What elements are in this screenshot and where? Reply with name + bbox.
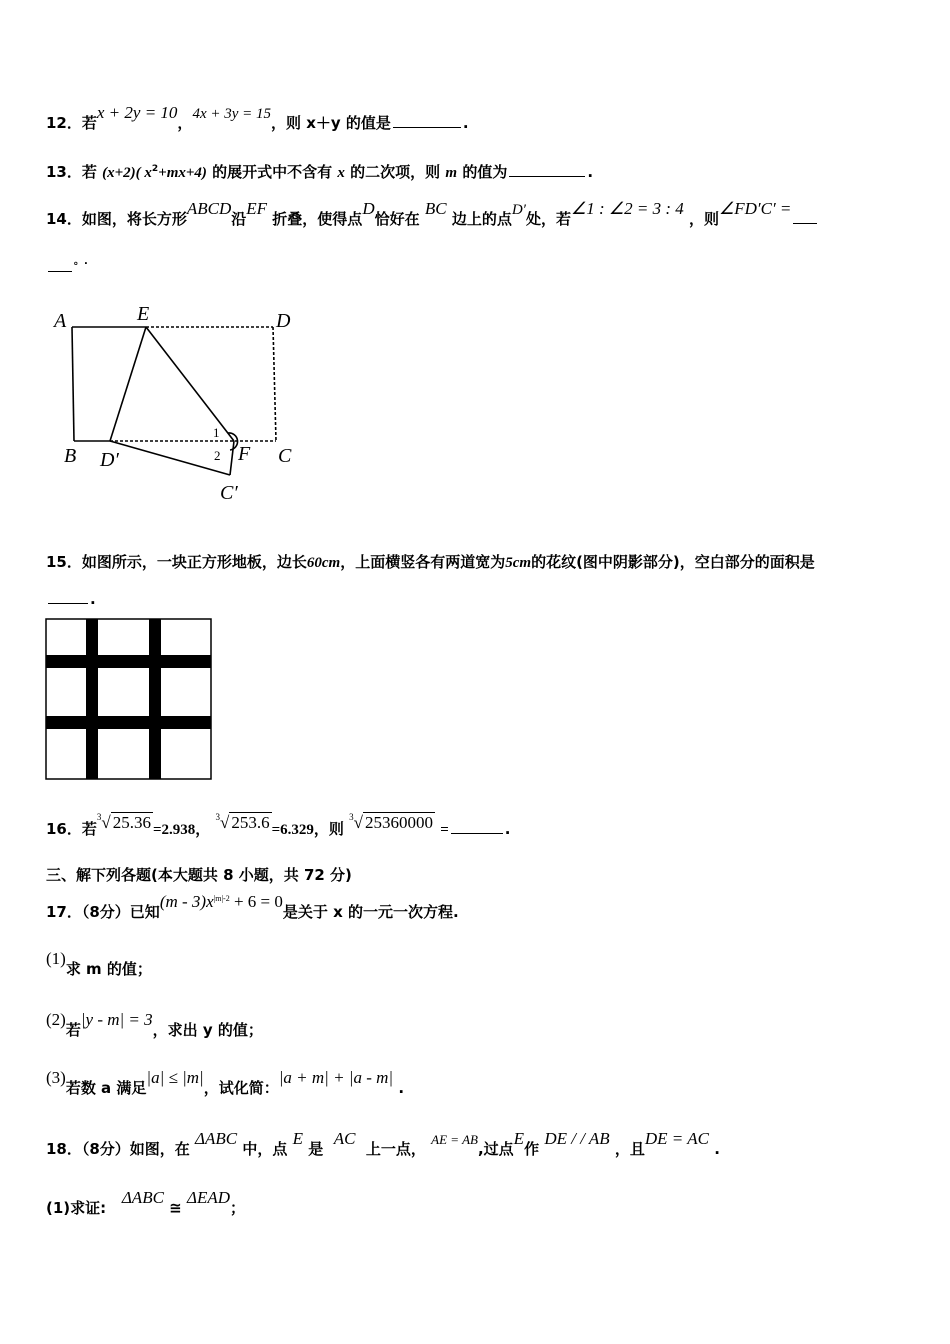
q16-answer-blank[interactable] [451,832,503,834]
label-c: C [278,445,292,467]
q16-number: 16．若 [46,820,97,838]
q18-ae-eq-ab: AE = AB [431,1132,478,1147]
cbrt-index: 3 [215,812,221,822]
q12-equation-2: 4x + 3y = 15 [192,106,271,122]
q15-end: . [90,590,96,608]
stripe-horizontal-1 [46,655,211,668]
q18-end: . [714,1140,720,1158]
q17-3-label: (3) [46,1068,66,1087]
question-14 [46,199,819,229]
q17-1-text: 求 m 的值； [65,960,152,978]
q17-1-label: (1) [46,949,66,968]
question-15 [46,551,815,572]
q18-number: 18．（8分）如图，在 [46,1140,190,1158]
q14-text-2: 折叠，使得点 [272,210,363,228]
q14-ratio: ∠1 : ∠2 = 3 : 4 [570,199,684,218]
segment-d-prime-c-prime [110,441,230,475]
q15-text-2: ，上面横竖各有两道宽为 [340,553,506,571]
q14-text-1: 沿 [231,210,247,228]
q13-text: 的展开式中不含有 [212,163,333,181]
q15-side: 60cm [306,555,341,571]
q16-cbrt-2: $^3$√ 253.6 [215,812,270,832]
q14-figure [48,300,308,510]
q14-bc: BC [424,199,447,218]
q17-equation-2: + 6 = 0 [229,892,283,911]
label-angle-1: 1 [213,425,220,440]
q16-cbrt-1: $^3$√ 25.36 [96,812,151,832]
q14-text-5: 处，若 [525,210,571,228]
q18-ac: AC [333,1129,356,1148]
question-17-part-3 [46,1068,405,1098]
q17-3-tail: ，试化简： [203,1079,279,1097]
q18-text-2: 是 [308,1140,324,1158]
q17-2-equation: |y - m| = 3 [80,1010,153,1029]
q13-text-3: 的值为 [462,163,508,181]
q13-text-2: 的二次项，则 [350,163,441,181]
question-17-part-1 [46,949,152,979]
stripe-vertical-2 [149,619,161,779]
q13-var-x: x [337,165,345,181]
q18-1-congruent: ≅ [169,1199,182,1217]
q17-equation: (m - 3)x [159,892,214,911]
stripe-vertical-1 [86,619,98,779]
q14-d: D [362,199,375,218]
q17-3-inequality: |a| ≤ |m| [146,1068,204,1087]
q17-3-expression: |a + m| + |a - m| [278,1068,394,1087]
q14-d-prime: D′ [511,202,526,218]
question-16 [46,812,511,839]
cbrt-radicand-2: 253.6 [231,813,270,832]
floor-square [46,619,211,779]
label-c-prime: C′ [220,482,238,504]
label-e: E [137,303,150,325]
segment-fc-prime [230,441,234,475]
label-angle-2: 2 [214,448,221,463]
cbrt-radicand-1: 25.36 [112,813,151,832]
q14-angle: ∠FD′C′ = [719,199,792,218]
q14-number: 14．如图，将长方形 [46,210,187,228]
label-d: D [276,310,291,332]
section-3-heading: 三、解下列各题(本大题共 8 小题，共 72 分) [46,866,352,884]
segment-dc [273,327,276,441]
cbrt-index: 3 [96,812,102,822]
q12-number: 12．若 [46,114,97,132]
question-18 [46,1129,720,1159]
label-b: B [64,445,77,467]
q14-answer-blank[interactable] [793,222,817,224]
q14-text-6: ，则 [688,210,719,228]
question-17-part-2 [46,1010,263,1040]
label-d-prime: D′ [100,449,119,471]
q17-text: 是关于 x 的一元一次方程. [282,903,459,921]
q13-exponent: 2 [151,164,159,174]
q17-2-text: 若 [65,1021,81,1039]
q14-ef: EF [246,199,268,218]
q18-1-end: ； [230,1199,246,1217]
q18-text-4: ,过点 [477,1140,514,1158]
cbrt-index: 3 [349,812,354,822]
q14-answer-blank-2[interactable] [48,270,72,272]
label-a: A [54,310,67,332]
segment-ed-prime [110,327,146,441]
q18-text-1: 中，点 [242,1140,288,1158]
q16-value-1: =2.938， [152,822,211,838]
q18-1-label: (1)求证: [46,1199,107,1217]
question-18-part-1 [46,1188,246,1218]
q12-text: ，则 x＋y 的值是 [271,114,391,132]
q12-end: . [462,114,469,132]
q17-exponent: |m|-2 [213,894,230,903]
cbrt-radicand-3: 25360000 [365,813,433,832]
q17-3-text: 若数 a 满足 [65,1079,147,1097]
q13-answer-blank[interactable] [509,175,585,177]
q18-de-eq-ac: DE = AC [644,1129,709,1148]
q18-e-2: E [513,1129,525,1148]
q17-2-label: (2) [46,1010,66,1029]
q17-2-tail: ，求出 y 的值； [152,1021,263,1039]
segment-ab [72,327,74,441]
q13-expression: (x+2)( x [102,165,152,181]
q16-end: . [504,820,511,838]
q12-sep: ， [177,114,193,132]
q14-end: 。. [74,256,88,267]
question-12 [46,103,469,133]
segment-ef [146,327,234,441]
q12-answer-blank[interactable] [393,126,461,128]
q15-text: 15．如图所示，一块正方形地板，边长 [46,553,307,571]
q18-1-triangle-abc: ΔABC [121,1188,164,1207]
q18-text-5: 作 [524,1140,540,1158]
q12-equation-1: x + 2y = 10 [96,103,178,122]
q18-text-3: 上一点， [365,1140,426,1158]
q18-text-6: ，且 [614,1140,645,1158]
q15-width: 5cm [505,555,532,571]
q13-expression-2: +mx+4) [158,165,207,181]
q13-end: . [587,163,594,181]
q18-e: E [292,1129,304,1148]
q13-var-m: m [445,165,458,181]
question-17 [46,892,459,922]
stripe-horizontal-2 [46,716,211,729]
question-13 [46,161,593,182]
q17-number: 17．（8分）已知 [46,903,160,921]
q14-text-4: 边上的点 [451,210,512,228]
q16-cbrt-3: $^3$√ 25360000 [349,812,433,832]
q15-answer-blank[interactable] [48,602,88,604]
q18-1-triangle-ead: ΔEAD [186,1188,230,1207]
q15-continued [46,590,96,608]
q15-figure [45,618,213,781]
q14-text-3: 恰好在 [374,210,420,228]
q15-text-3: 的花纹(图中阴影部分)，空白部分的面积是 [531,553,815,571]
label-f: F [238,443,251,465]
q18-triangle: ΔABC [195,1129,238,1148]
q18-parallel: DE / / AB [544,1129,610,1148]
q14-continued [46,258,88,276]
q13-number: 13．若 [46,163,97,181]
q16-equals: = [440,822,449,838]
q17-3-end: . [398,1079,405,1097]
q14-rect-abcd: ABCD [186,199,232,218]
q16-value-2: =6.329，则 [271,822,344,838]
